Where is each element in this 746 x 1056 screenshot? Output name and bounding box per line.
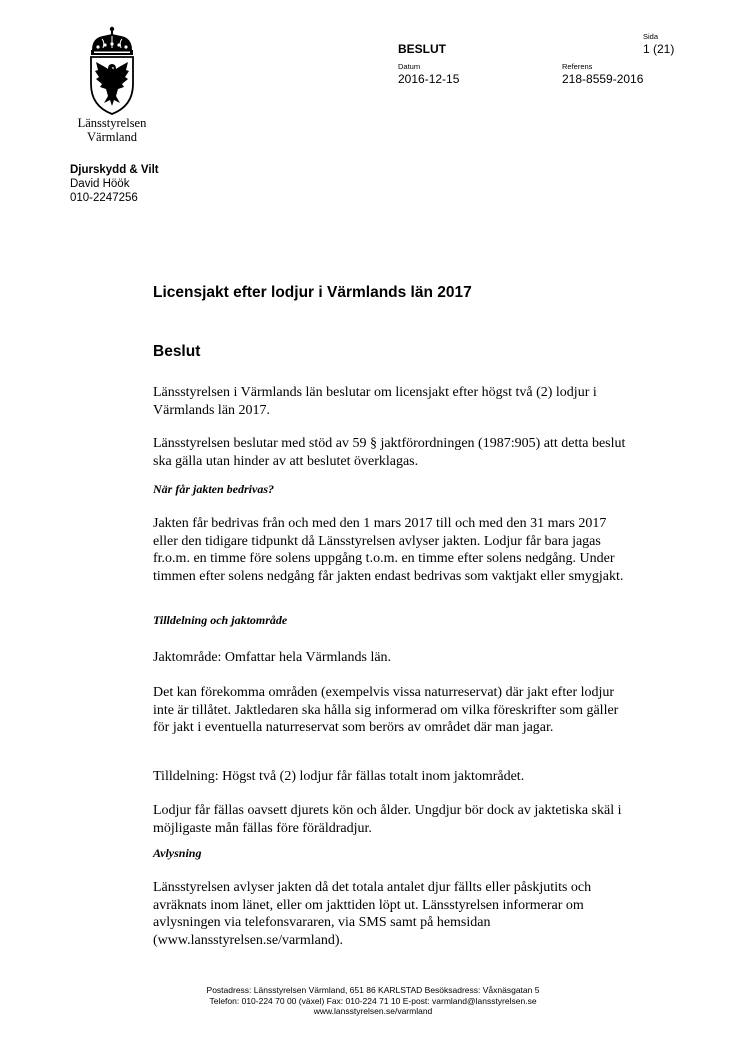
paragraph-cancellation: Länsstyrelsen avlyser jakten då det totala antalet djur fällts eller påskjutits och avräknats inom länet, eller om jakttiden löpt ut. Länsstyrelsen informerar om avlysningen via telefonsvararen, via SMS samt på hemsidan (www.lansstyrelsen.se/varmland). <box>153 880 592 948</box>
sida-label: Sida <box>643 32 659 41</box>
paragraph-allocation: Tilldelning: Högst två (2) lodjur får fällas totalt inom jaktområdet. <box>153 769 525 784</box>
agency-logo <box>66 26 158 144</box>
datum-label: Datum <box>398 62 421 71</box>
referens-value: 218-8559-2016 <box>562 72 644 86</box>
section-title: Beslut <box>153 343 201 360</box>
sida-value: 1 (21) <box>643 42 675 56</box>
agency-name-line1: Länsstyrelsen <box>77 116 147 130</box>
footer-contact: Telefon: 010-224 70 00 (växel) Fax: 010-224 71 10 E-post: varmland@lansstyrelsen.se <box>209 995 537 1006</box>
document-title: Licensjakt efter lodjur i Värmlands län 2017 <box>153 284 472 301</box>
agency-name-line2: Värmland <box>87 130 137 144</box>
paragraph-hunting-area: Jaktområde: Omfattar hela Värmlands län. <box>153 650 392 665</box>
datum-value: 2016-12-15 <box>398 72 460 86</box>
footer-address: Postadress: Länsstyrelsen Värmland, 651 86 KARLSTAD Besöksadress: Våxnäsgatan 5 <box>206 985 540 995</box>
sender-block <box>70 163 159 205</box>
subheading-allocation: Tilldelning och jaktområde <box>153 613 288 627</box>
paragraph-sex-age: Lodjur får fällas oavsett djurets kön och ålder. Ungdjur bör dock av jaktetiska skäl i möjligaste mån fällas före föräldradjur. <box>153 803 622 836</box>
page-footer <box>0 985 746 1017</box>
document-type: BESLUT <box>398 42 446 56</box>
paragraph-decision: Länsstyrelsen i Värmlands län beslutar om licensjakt efter högst två (2) lodjur i Värmlands län 2017. <box>153 385 597 418</box>
paragraph-nature-reserves: Det kan förekomma områden (exempelvis vissa naturreservat) där jakt efter lodjur inte är tillåtet. Jaktledaren ska hålla sig informerad om vilka föreskrifter som gäller för jakt i eventuella naturreservat som berörs av området där man jagar. <box>153 685 619 735</box>
footer-website: www.lansstyrelsen.se/varmland <box>313 1006 433 1016</box>
subheading-cancellation: Avlysning <box>153 846 202 860</box>
sender-phone: 010-2247256 <box>70 192 138 204</box>
paragraph-hunting-period: Jakten får bedrivas från och med den 1 mars 2017 till och med den 31 mars 2017 eller den tidigare tidpunkt då Länsstyrelsen avlyser jakten. Lodjur får bara jagas fr.o.m. en timme före solens uppgång t.o.m. en timme efter solens nedgång. Under timmen efter solens nedgång får jakten endast bedrivas som vaktjakt eller smygjakt. <box>153 516 624 584</box>
crowned-eagle-crest-icon <box>83 26 141 116</box>
paragraph-legal-basis: Länsstyrelsen beslutar med stöd av 59 § jaktförordningen (1987:905) att detta beslut ska gälla utan hinder av att beslutet överklagas. <box>153 436 626 469</box>
sender-department: Djurskydd & Vilt <box>70 164 159 176</box>
referens-label: Referens <box>562 62 593 71</box>
subheading-when: När får jakten bedrivas? <box>153 482 274 496</box>
sender-name: David Höök <box>70 178 130 190</box>
